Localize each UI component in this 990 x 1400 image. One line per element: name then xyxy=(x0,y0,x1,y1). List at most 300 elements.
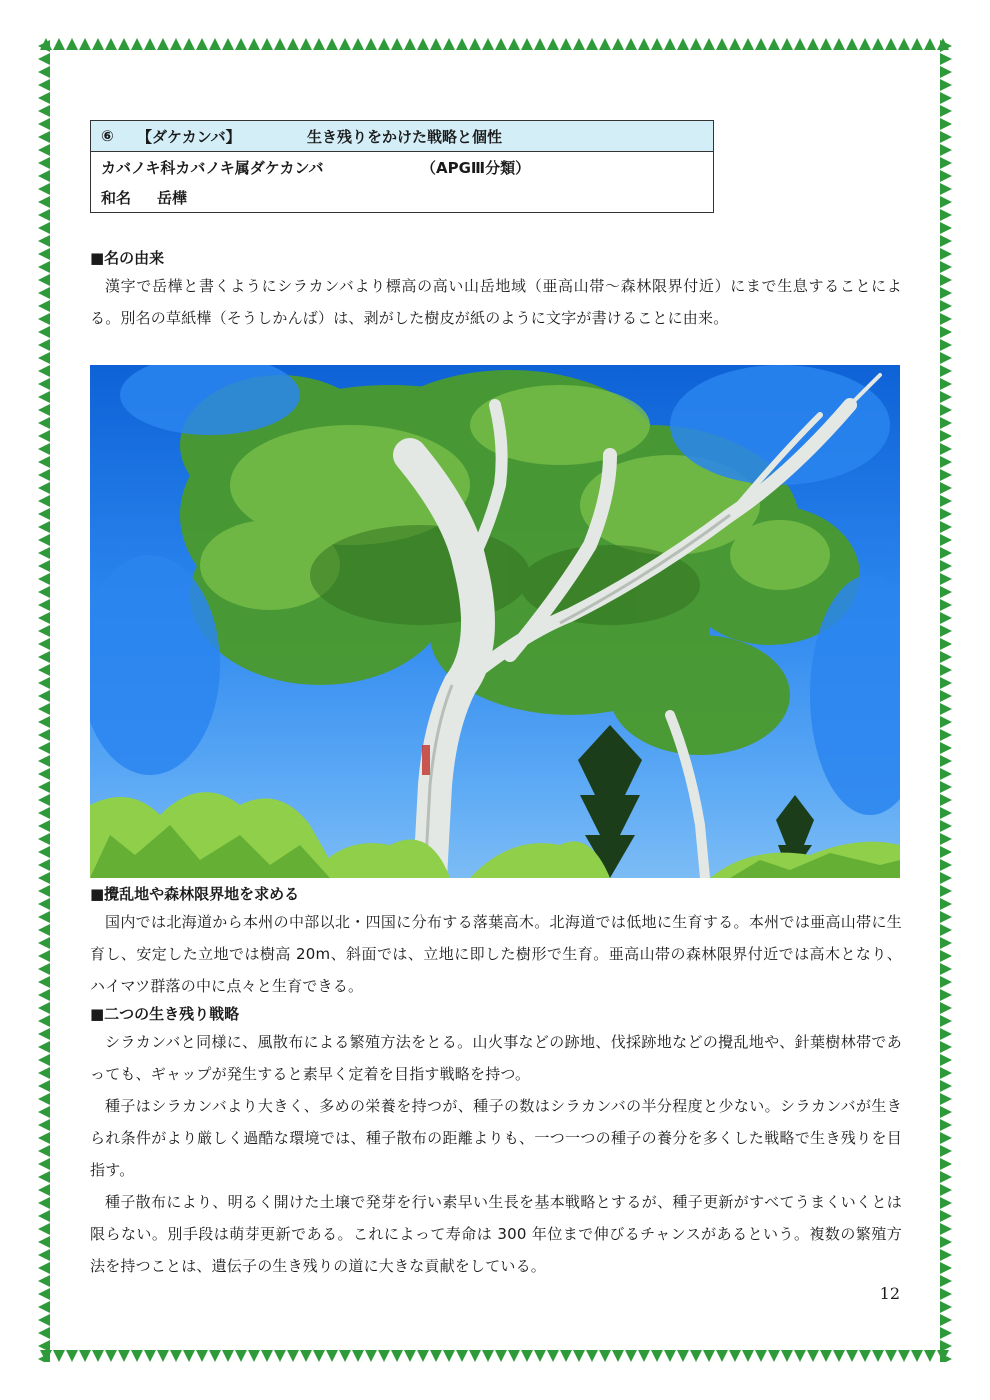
border-triangle xyxy=(940,859,952,871)
border-triangle xyxy=(38,586,50,598)
border-triangle xyxy=(38,716,50,728)
border-triangle xyxy=(940,313,952,325)
border-triangle xyxy=(573,1350,585,1362)
border-triangle xyxy=(534,1350,546,1362)
border-triangle xyxy=(38,833,50,845)
border-triangle xyxy=(940,1106,952,1118)
border-triangle xyxy=(742,38,754,50)
border-triangle xyxy=(898,1350,910,1362)
border-triangle xyxy=(940,469,952,481)
border-triangle xyxy=(38,599,50,611)
border-triangle xyxy=(378,1350,390,1362)
border-triangle xyxy=(118,1350,130,1362)
border-triangle xyxy=(66,1350,78,1362)
border-triangle xyxy=(469,38,481,50)
border-triangle xyxy=(651,38,663,50)
border-triangle xyxy=(38,937,50,949)
border-triangle xyxy=(729,1350,741,1362)
border-triangle xyxy=(38,248,50,260)
border-triangle xyxy=(940,1002,952,1014)
border-triangle xyxy=(940,391,952,403)
border-triangle xyxy=(940,326,952,338)
border-triangle xyxy=(196,1350,208,1362)
species-subtitle: 生き残りをかけた戦略と個性 xyxy=(307,127,503,146)
border-triangle xyxy=(940,1054,952,1066)
border-triangle xyxy=(940,638,952,650)
border-triangle xyxy=(105,1350,117,1362)
border-triangle xyxy=(38,651,50,663)
border-triangle xyxy=(38,105,50,117)
border-triangle xyxy=(940,1067,952,1079)
border-triangle xyxy=(339,1350,351,1362)
border-triangle xyxy=(38,157,50,169)
border-triangle xyxy=(664,38,676,50)
border-triangle xyxy=(716,1350,728,1362)
border-triangle xyxy=(38,1210,50,1222)
border-triangle xyxy=(38,560,50,572)
paragraph-survival-strategy-2: 種子はシラカンバより大きく、多めの栄養を持つが、種子の数はシラカンバの半分程度と少ない。シラカンバが生きられ条件がより厳しく過酷な環境では、種子散布の距離よりも、一つ一つの種子の養分を多くした戦略で生き残りを目指す。 xyxy=(90,1097,902,1179)
border-triangle xyxy=(599,1350,611,1362)
border-triangle xyxy=(508,1350,520,1362)
border-triangle xyxy=(940,820,952,832)
border-triangle xyxy=(940,430,952,442)
border-triangle xyxy=(38,300,50,312)
border-triangle xyxy=(872,1350,884,1362)
species-name: 【ダケカンバ】 xyxy=(137,127,241,146)
border-triangle xyxy=(940,937,952,949)
border-triangle xyxy=(495,1350,507,1362)
border-triangle xyxy=(430,38,442,50)
border-triangle xyxy=(313,38,325,50)
border-triangle xyxy=(940,1197,952,1209)
border-triangle xyxy=(38,443,50,455)
border-triangle xyxy=(196,38,208,50)
border-triangle xyxy=(664,1350,676,1362)
border-triangle xyxy=(365,1350,377,1362)
border-triangle xyxy=(940,131,952,143)
border-triangle xyxy=(38,807,50,819)
border-triangle xyxy=(940,534,952,546)
species-family: カバノキ科カバノキ属ダケカンバ xyxy=(101,158,324,177)
border-triangle xyxy=(940,1171,952,1183)
border-triangle xyxy=(38,183,50,195)
header-family-row xyxy=(91,152,713,182)
border-triangle xyxy=(859,1350,871,1362)
border-triangle xyxy=(339,38,351,50)
border-triangle xyxy=(940,1041,952,1053)
header-wamei-row xyxy=(91,182,713,212)
border-triangle xyxy=(940,742,952,754)
border-triangle xyxy=(38,53,50,65)
border-triangle xyxy=(703,1350,715,1362)
border-triangle xyxy=(940,1158,952,1170)
border-triangle xyxy=(38,79,50,91)
border-triangle xyxy=(443,38,455,50)
border-triangle xyxy=(38,534,50,546)
border-triangle xyxy=(38,1275,50,1287)
border-triangle xyxy=(898,38,910,50)
border-triangle xyxy=(38,703,50,715)
border-triangle xyxy=(38,352,50,364)
border-triangle xyxy=(313,1350,325,1362)
border-triangle xyxy=(482,1350,494,1362)
border-triangle xyxy=(300,1350,312,1362)
border-triangle xyxy=(38,287,50,299)
border-triangle xyxy=(38,326,50,338)
wamei-label: 和名 xyxy=(101,188,132,207)
border-triangle xyxy=(144,38,156,50)
border-triangle xyxy=(940,1210,952,1222)
border-triangle xyxy=(625,1350,637,1362)
border-triangle xyxy=(940,833,952,845)
border-triangle xyxy=(38,859,50,871)
border-triangle xyxy=(940,807,952,819)
border-triangle xyxy=(940,274,952,286)
border-triangle xyxy=(38,209,50,221)
border-triangle xyxy=(940,976,952,988)
border-triangle xyxy=(940,183,952,195)
border-triangle xyxy=(940,495,952,507)
border-triangle xyxy=(940,573,952,585)
border-triangle xyxy=(38,469,50,481)
border-triangle xyxy=(38,1119,50,1131)
border-triangle xyxy=(940,1223,952,1235)
border-triangle xyxy=(38,66,50,78)
border-triangle xyxy=(940,586,952,598)
border-triangle xyxy=(508,38,520,50)
border-triangle xyxy=(940,1132,952,1144)
border-triangle xyxy=(940,703,952,715)
border-triangle xyxy=(38,313,50,325)
border-triangle xyxy=(940,1236,952,1248)
border-triangle xyxy=(38,521,50,533)
border-triangle xyxy=(940,1249,952,1261)
border-triangle xyxy=(940,560,952,572)
paragraph-survival-strategy-1: シラカンバと同様に、風散布による繁殖方法をとる。山火事などの跡地、伐採跡地などの攪乱地や、針葉樹林帯であっても、ギャップが発生すると素早く定着を目指す戦略を持つ。 xyxy=(90,1033,902,1083)
border-triangle xyxy=(482,38,494,50)
border-triangle xyxy=(885,1350,897,1362)
border-triangle xyxy=(38,1145,50,1157)
border-triangle xyxy=(38,495,50,507)
border-triangle xyxy=(38,1002,50,1014)
species-classification: （APGⅢ分類） xyxy=(421,158,531,177)
border-triangle xyxy=(940,521,952,533)
border-triangle xyxy=(940,768,952,780)
border-triangle xyxy=(417,38,429,50)
border-triangle xyxy=(612,1350,624,1362)
border-triangle xyxy=(940,1353,952,1362)
border-triangle xyxy=(924,38,936,50)
border-triangle xyxy=(248,38,260,50)
border-triangle xyxy=(274,1350,286,1362)
border-triangle xyxy=(38,612,50,624)
border-triangle xyxy=(38,911,50,923)
border-triangle xyxy=(703,38,715,50)
border-triangle xyxy=(940,625,952,637)
border-triangle xyxy=(118,38,130,50)
border-triangle xyxy=(38,1041,50,1053)
border-triangle xyxy=(222,38,234,50)
border-triangle xyxy=(781,1350,793,1362)
border-triangle xyxy=(677,38,689,50)
border-triangle xyxy=(940,924,952,936)
border-triangle xyxy=(38,404,50,416)
border-triangle xyxy=(38,677,50,689)
border-triangle xyxy=(940,339,952,351)
border-triangle xyxy=(38,170,50,182)
border-triangle xyxy=(38,1288,50,1300)
dakekanba-tree-photo xyxy=(90,365,900,878)
border-triangle xyxy=(352,38,364,50)
border-triangle xyxy=(940,1301,952,1313)
border-triangle xyxy=(443,1350,455,1362)
border-triangle xyxy=(940,144,952,156)
border-triangle xyxy=(612,38,624,50)
border-triangle xyxy=(235,38,247,50)
border-triangle xyxy=(38,768,50,780)
border-triangle xyxy=(755,1350,767,1362)
border-triangle xyxy=(38,222,50,234)
border-triangle xyxy=(729,38,741,50)
border-triangle xyxy=(38,92,50,104)
border-triangle xyxy=(586,38,598,50)
border-triangle xyxy=(940,1288,952,1300)
border-triangle xyxy=(38,872,50,884)
header-title-row xyxy=(91,121,713,152)
border-triangle xyxy=(248,1350,260,1362)
border-triangle xyxy=(794,1350,806,1362)
border-triangle xyxy=(940,716,952,728)
border-triangle xyxy=(940,781,952,793)
border-triangle xyxy=(599,38,611,50)
border-triangle xyxy=(38,573,50,585)
border-triangle xyxy=(534,38,546,50)
border-triangle xyxy=(38,898,50,910)
border-triangle xyxy=(573,38,585,50)
border-triangle xyxy=(940,664,952,676)
border-triangle xyxy=(157,1350,169,1362)
border-triangle xyxy=(38,1340,50,1352)
border-triangle xyxy=(940,443,952,455)
border-triangle xyxy=(940,677,952,689)
border-triangle xyxy=(940,482,952,494)
section-title-survival-strategy: ■二つの生き残り戦略 xyxy=(90,1005,240,1023)
border-triangle xyxy=(940,508,952,520)
border-triangle xyxy=(755,38,767,50)
border-triangle xyxy=(66,38,78,50)
border-triangle xyxy=(911,1350,923,1362)
border-triangle xyxy=(521,1350,533,1362)
border-triangle xyxy=(911,38,923,50)
border-triangle xyxy=(638,38,650,50)
border-triangle xyxy=(768,1350,780,1362)
species-header-table xyxy=(90,120,714,213)
border-triangle xyxy=(38,1236,50,1248)
border-triangle xyxy=(38,235,50,247)
border-triangle xyxy=(625,38,637,50)
border-triangle xyxy=(430,1350,442,1362)
border-triangle xyxy=(38,1301,50,1313)
border-triangle xyxy=(131,38,143,50)
border-triangle xyxy=(157,38,169,50)
border-triangle xyxy=(940,40,952,52)
wamei-value: 岳樺 xyxy=(157,188,188,207)
border-triangle xyxy=(38,625,50,637)
border-triangle xyxy=(940,287,952,299)
border-triangle xyxy=(940,872,952,884)
border-triangle xyxy=(940,157,952,169)
border-triangle xyxy=(807,1350,819,1362)
border-triangle xyxy=(38,1327,50,1339)
border-triangle xyxy=(940,612,952,624)
border-triangle xyxy=(404,1350,416,1362)
border-triangle xyxy=(940,911,952,923)
decorative-border-top xyxy=(40,38,952,50)
border-triangle xyxy=(742,1350,754,1362)
border-triangle xyxy=(940,547,952,559)
border-triangle xyxy=(38,846,50,858)
border-triangle xyxy=(92,38,104,50)
border-triangle xyxy=(940,170,952,182)
border-triangle xyxy=(38,976,50,988)
border-triangle xyxy=(79,38,91,50)
border-triangle xyxy=(940,1327,952,1339)
border-triangle xyxy=(38,1054,50,1066)
border-triangle xyxy=(38,781,50,793)
border-triangle xyxy=(38,690,50,702)
border-triangle xyxy=(940,1275,952,1287)
border-triangle xyxy=(560,1350,572,1362)
border-triangle xyxy=(326,38,338,50)
section-title-disturbed-land: ■攪乱地や森林限界地を求める xyxy=(90,885,300,903)
border-triangle xyxy=(38,664,50,676)
border-triangle xyxy=(38,1171,50,1183)
border-triangle xyxy=(38,40,50,52)
border-triangle xyxy=(940,53,952,65)
border-triangle xyxy=(38,1132,50,1144)
border-triangle xyxy=(940,1093,952,1105)
border-triangle xyxy=(38,794,50,806)
border-triangle xyxy=(924,1350,936,1362)
border-triangle xyxy=(940,300,952,312)
border-triangle xyxy=(38,1314,50,1326)
border-triangle xyxy=(940,378,952,390)
border-triangle xyxy=(38,742,50,754)
border-triangle xyxy=(940,755,952,767)
border-triangle xyxy=(690,38,702,50)
border-triangle xyxy=(940,846,952,858)
border-triangle xyxy=(716,38,728,50)
border-triangle xyxy=(940,105,952,117)
border-triangle xyxy=(940,222,952,234)
border-triangle xyxy=(38,196,50,208)
border-triangle xyxy=(495,38,507,50)
border-triangle xyxy=(521,38,533,50)
border-triangle xyxy=(940,690,952,702)
border-triangle xyxy=(53,1350,65,1362)
border-triangle xyxy=(38,1093,50,1105)
border-triangle xyxy=(940,79,952,91)
border-triangle xyxy=(209,1350,221,1362)
border-triangle xyxy=(940,92,952,104)
border-triangle xyxy=(940,599,952,611)
border-triangle xyxy=(940,885,952,897)
border-triangle xyxy=(940,196,952,208)
border-triangle xyxy=(38,391,50,403)
border-triangle xyxy=(38,1067,50,1079)
border-triangle xyxy=(38,638,50,650)
border-triangle xyxy=(404,38,416,50)
border-triangle xyxy=(940,261,952,273)
border-triangle xyxy=(105,38,117,50)
border-triangle xyxy=(38,1028,50,1040)
border-triangle xyxy=(807,38,819,50)
border-triangle xyxy=(300,38,312,50)
border-triangle xyxy=(940,1314,952,1326)
border-triangle xyxy=(940,1028,952,1040)
border-triangle xyxy=(940,729,952,741)
border-triangle xyxy=(38,1197,50,1209)
border-triangle xyxy=(209,38,221,50)
border-triangle xyxy=(940,1145,952,1157)
border-triangle xyxy=(651,1350,663,1362)
border-triangle xyxy=(833,1350,845,1362)
border-triangle xyxy=(940,417,952,429)
border-triangle xyxy=(38,274,50,286)
border-triangle xyxy=(940,66,952,78)
border-triangle xyxy=(940,352,952,364)
border-triangle xyxy=(38,820,50,832)
border-triangle xyxy=(222,1350,234,1362)
paragraph-disturbed-land: 国内では北海道から本州の中部以北・四国に分布する落葉高木。北海道では低地に生育する。本州では亜高山帯に生育し、安定した立地では樹高 20m、斜面では、立地に即した樹形で生育。亜高山帯の森林限界付近では高木となり、ハイマツ群落の中に点々と生育できる。 xyxy=(90,913,902,995)
border-triangle xyxy=(940,898,952,910)
border-triangle xyxy=(261,38,273,50)
border-triangle xyxy=(391,1350,403,1362)
border-triangle xyxy=(38,339,50,351)
border-triangle xyxy=(885,38,897,50)
border-triangle xyxy=(131,1350,143,1362)
border-triangle xyxy=(38,1080,50,1092)
paragraph-survival-strategy-3: 種子散布により、明るく開けた土壌で発芽を行い素早い生長を基本戦略とするが、種子更新がすべてうまくいくとは限らない。別手段は萌芽更新である。これによって寿命は 300 年位まで伸びるチャンスがあるという。複数の繁殖方法を持つことは、遺伝子の生き残りの道に大きな貢献をしている。 xyxy=(90,1193,902,1275)
border-triangle xyxy=(38,989,50,1001)
border-triangle xyxy=(547,38,559,50)
border-triangle xyxy=(940,365,952,377)
border-triangle xyxy=(859,38,871,50)
border-triangle xyxy=(274,38,286,50)
border-triangle xyxy=(940,235,952,247)
paragraph-name-origin: 漢字で岳樺と書くようにシラカンバより標高の高い山岳地域（亜高山帯～森林限界付近）にまで生息することによる。別名の草紙樺（そうしかんば）は、剥がした樹皮が紙のように文字が書けることに由来。 xyxy=(90,277,902,327)
border-triangle xyxy=(170,1350,182,1362)
border-triangle xyxy=(38,755,50,767)
border-triangle xyxy=(326,1350,338,1362)
border-triangle xyxy=(940,651,952,663)
border-triangle xyxy=(469,1350,481,1362)
border-triangle xyxy=(38,131,50,143)
border-triangle xyxy=(38,547,50,559)
border-triangle xyxy=(38,430,50,442)
border-triangle xyxy=(38,417,50,429)
border-triangle xyxy=(940,989,952,1001)
border-triangle xyxy=(872,38,884,50)
border-triangle xyxy=(38,885,50,897)
border-triangle xyxy=(677,1350,689,1362)
border-triangle xyxy=(417,1350,429,1362)
border-triangle xyxy=(781,38,793,50)
border-triangle xyxy=(38,1223,50,1235)
border-triangle xyxy=(38,1184,50,1196)
border-triangle xyxy=(38,482,50,494)
border-triangle xyxy=(38,1262,50,1274)
